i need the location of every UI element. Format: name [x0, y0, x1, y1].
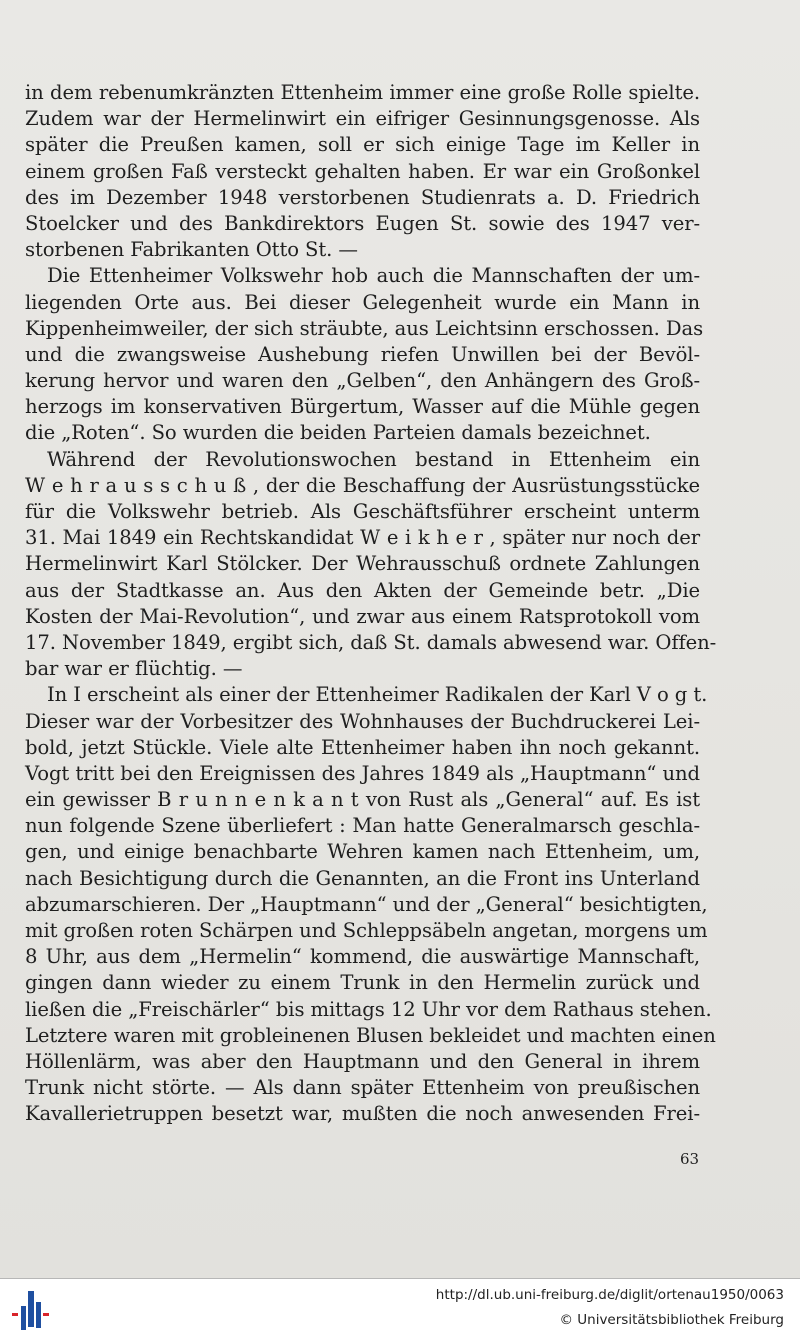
- text-line: Dieser war der Vorbesitzer des Wohnhauses der Buchdruckerei Lei-: [25, 709, 700, 733]
- text-line: abzumarschieren. Der „Hauptmann“ und der „General“ besichtigten,: [25, 892, 708, 916]
- text-line: gingen dann wieder zu einem Trunk in den Hermelin zurück und: [25, 971, 700, 995]
- source-url[interactable]: http://dl.ub.uni-freiburg.de/diglit/ortenau1950/0063: [435, 1287, 784, 1303]
- text-line: Höllenlärm, was aber den Hauptmann und den General in ihrem: [25, 1049, 700, 1073]
- text-line: Kavallerietruppen besetzt war, mußten die noch anwesenden Frei-: [25, 1102, 700, 1126]
- text-line: einem großen Faß versteckt gehalten haben. Er war ein Großonkel: [25, 159, 700, 183]
- text-line: mit großen roten Schärpen und Schleppsäbeln angetan, morgens um: [25, 919, 708, 942]
- text-line: 17. November 1849, ergibt sich, daß St. damals abwesend war. Offen-: [25, 630, 717, 654]
- text-line: Trunk nicht störte. — Als dann später Ettenheim von preußischen: [25, 1076, 700, 1100]
- text-line: bar war er flüchtig. —: [25, 657, 243, 681]
- text-line: Die Ettenheimer Volkswehr hob auch die Mannschaften der um-: [47, 264, 700, 288]
- text-line: nun folgende Szene überliefert : Man hatte Generalmarsch geschla-: [25, 814, 700, 838]
- text-line: des im Dezember 1948 verstorbenen Studienrats a. D. Friedrich: [25, 185, 700, 209]
- text-line: die „Roten“. So wurden die beiden Parteien damals bezeichnet.: [25, 421, 651, 445]
- text-line: W e h r a u s s c h u ß , der die Beschaffung der Ausrüstungsstücke: [25, 473, 700, 497]
- text-line: liegenden Orte aus. Bei dieser Gelegenheit wurde ein Mann in: [25, 290, 700, 314]
- text-line: ein gewisser B r u n n e n k a n t von Rust als „General“ auf. Es ist: [25, 788, 700, 812]
- text-line: Letztere waren mit grobleinenen Blusen bekleidet und machten einen: [25, 1023, 716, 1047]
- text-line: Kippenheimweiler, der sich sträubte, aus Leichtsinn erschossen. Das: [25, 316, 704, 340]
- text-line: Stoelcker und des Bankdirektors Eugen St. sowie des 1947 ver-: [25, 211, 700, 235]
- text-line: kerung hervor und waren den „Gelben“, den Anhängern des Groß-: [25, 369, 700, 393]
- text-line: in dem rebenumkränzten Ettenheim immer eine große Rolle spielte.: [25, 81, 700, 104]
- text-line: 31. Mai 1849 ein Rechtskandidat W e i k h e r , später nur noch der: [25, 526, 700, 550]
- ub-freiburg-logo-icon: [10, 1287, 50, 1331]
- page-number: 63: [680, 1150, 700, 1168]
- text-line: In I erscheint als einer der Ettenheimer Radikalen der Karl V o g t.: [47, 683, 708, 707]
- text-line: und die zwangsweise Aushebung riefen Unwillen bei der Bevöl-: [25, 342, 700, 366]
- text-line: nach Besichtigung durch die Genannten, an die Front ins Unterland: [25, 866, 700, 890]
- text-line: storbenen Fabrikanten Otto St. —: [25, 238, 358, 262]
- text-line: später die Preußen kamen, soll er sich einige Tage im Keller in: [25, 133, 700, 157]
- text-line: Zudem war der Hermelinwirt ein eifriger Gesinnungsgenosse. Als: [25, 107, 700, 131]
- text-line: ließen die „Freischärler“ bis mittags 12 Uhr vor dem Rathaus stehen.: [25, 997, 712, 1021]
- text-line: Hermelinwirt Karl Stölcker. Der Wehrausschuß ordnete Zahlungen: [25, 552, 700, 576]
- text-line: gen, und einige benachbarte Wehren kamen nach Ettenheim, um,: [25, 840, 700, 864]
- text-line: Vogt tritt bei den Ereignissen des Jahres 1849 als „Hauptmann“ und: [25, 761, 700, 785]
- text-line: aus der Stadtkasse an. Aus den Akten der Gemeinde betr. „Die: [25, 578, 700, 602]
- text-line: Während der Revolutionswochen bestand in Ettenheim ein: [47, 447, 700, 471]
- text-line: herzogs im konservativen Bürgertum, Wasser auf die Mühle gegen: [25, 395, 700, 419]
- text-line: bold, jetzt Stückle. Viele alte Ettenheimer haben ihn noch gekannt.: [25, 735, 700, 759]
- copyright-text: © Universitätsbibliothek Freiburg: [559, 1312, 784, 1328]
- text-line: 8 Uhr, aus dem „Hermelin“ kommend, die auswärtige Mannschaft,: [25, 945, 700, 969]
- text-line: für die Volkswehr betrieb. Als Geschäftsführer erscheint unterm: [25, 500, 700, 523]
- body-text: [25, 80, 717, 1128]
- footer-divider: [0, 1278, 800, 1279]
- text-line: Kosten der Mai-Revolution“, und zwar aus einem Ratsprotokoll vom: [25, 604, 700, 628]
